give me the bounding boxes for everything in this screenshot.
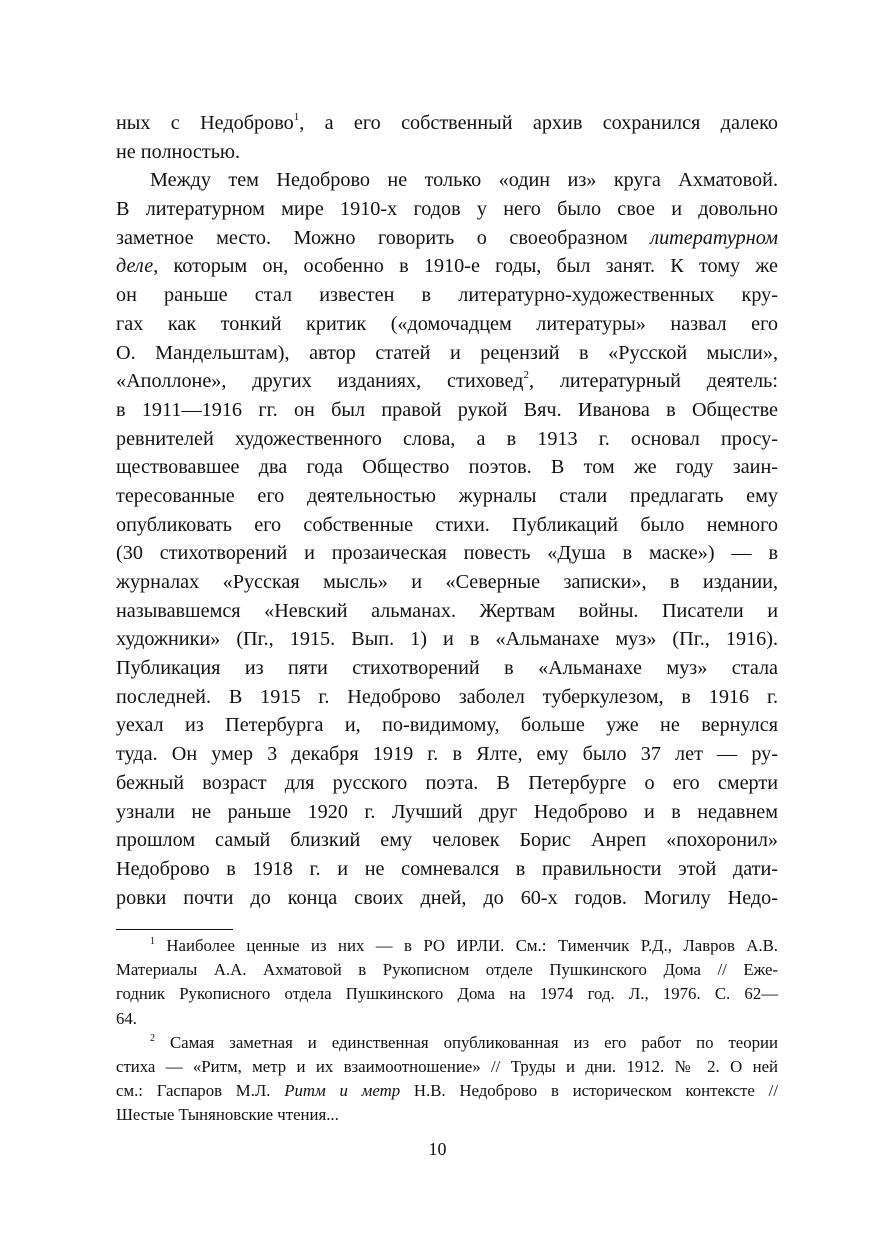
footnote-line: см.: Гаспаров М.Л. Ритм и метр Н.В. Недоброво в историческом контексте //	[116, 1081, 778, 1101]
text-line: (30 стихотворений и прозаическая повесть «Душа в маске») — в	[116, 542, 778, 565]
footnote-ref-2[interactable]: 2	[523, 369, 529, 382]
text-line: бежный возраст для русского поэта. В Петербурге о его смерти	[116, 771, 778, 794]
text-line: художники» (Пг., 1915. Вып. 1) и в «Альманахе муз» (Пг., 1916).	[116, 628, 778, 651]
text-line: гах как тонкий критик («домочадцем литературы» назвал его	[116, 312, 778, 335]
footnote-mark-1: 1	[150, 936, 155, 947]
text-line: он раньше стал известен в литературно-художественных кру-	[116, 284, 778, 307]
text-line: деле, которым он, особенно в 1910-е годы, был занят. К тому же	[116, 255, 778, 278]
text-line: в 1911—1916 гг. он был правой рукой Вяч. Иванова в Обществе	[116, 398, 778, 421]
text-line: узнали не раньше 1920 г. Лучший друг Недоброво и в недавнем	[116, 800, 778, 823]
page-number: 10	[428, 1139, 447, 1159]
text-line: В литературном мире 1910-х годов у него было свое и довольно	[116, 198, 778, 221]
footnote-2: $^2$ Самая заметная и единственная опубликованная из его работ по теории	[150, 1032, 778, 1052]
italic-title: Ритм и метр	[284, 1081, 401, 1101]
text-line: прошлом самый близкий ему человек Борис Анреп «похоронил»	[116, 829, 778, 852]
text-line: О. Мандельштам), автор статей и рецензий в «Русской мысли»,	[116, 341, 778, 364]
footnote-line: Материалы А.А. Ахматовой в Рукописном отделе Пушкинского Дома // Еже-	[116, 960, 778, 980]
text-line: журналах «Русская мысль» и «Северные записки», в издании,	[116, 571, 778, 593]
footnote-separator	[116, 929, 233, 930]
text-line: Публикация из пяти стихотворений в «Альманахе муз» стала	[116, 657, 778, 680]
text-line: последней. В 1915 г. Недоброво заболел туберкулезом, в 1916 г.	[116, 685, 778, 708]
text-line: Недоброво в 1918 г. и не сомневался в правильности этой дати-	[116, 857, 778, 880]
text-line: ревнителей художественного слова, а в 1913 г. основал просу-	[116, 427, 778, 450]
footnote-line: стиха — «Ритм, метр и их взаимоотношение» // Труды и дни. 1912. № 2. О ней	[116, 1056, 778, 1076]
body-text	[116, 109, 778, 912]
text-line: называвшемся «Невский альманах. Жертвам войны. Писатели и	[116, 599, 778, 622]
text-line: туда. Он умер 3 декабря 1919 г. в Ялте, ему было 37 лет — ру-	[116, 743, 778, 766]
text-line: уехал из Петербурга и, по-видимому, больше уже не вернулся	[116, 714, 778, 737]
footnote-ref-1[interactable]: 1	[293, 111, 300, 123]
footnote-1: $^1$ Наиболее ценные из них — в РО ИРЛИ. См.: Тименчик Р.Д., Лавров А.В.	[150, 936, 778, 955]
footnote-line: 64.	[116, 1008, 137, 1028]
italic-term: деле	[116, 255, 154, 278]
text-line: ных с Недоброво$^1$, а его собственный архив сохранился далеко	[116, 111, 778, 134]
text-line: заметное место. Можно говорить о своеобразном литературном	[116, 226, 778, 249]
text-line: тересованные его деятельностью журналы стали предлагать ему	[116, 484, 778, 507]
paragraph-start: Между тем Недоброво не только «один из» круга Ахматовой.	[150, 169, 778, 192]
text-line: ществовавшее два года Общество поэтов. В том же году заин-	[116, 456, 778, 479]
text-line: не полностью.	[116, 140, 241, 163]
footnotes	[116, 934, 778, 1128]
footnote-mark-2: 2	[150, 1032, 155, 1044]
text-line: опубликовать его собственные стихи. Публикаций было немного	[116, 513, 778, 536]
footnote-line: годник Рукописного отдела Пушкинского Дома на 1974 год. Л., 1976. С. 62—	[116, 984, 778, 1004]
italic-term: литературном	[650, 226, 778, 249]
text-line: ровки почти до конца своих дней, до 60-х годов. Могилу Недо-	[116, 886, 778, 909]
footnote-line: Шестые Тыняновские чтения...	[116, 1105, 339, 1125]
text-line: «Аполлоне», других изданиях, стиховед$^2$, литературный деятель:	[116, 369, 778, 393]
